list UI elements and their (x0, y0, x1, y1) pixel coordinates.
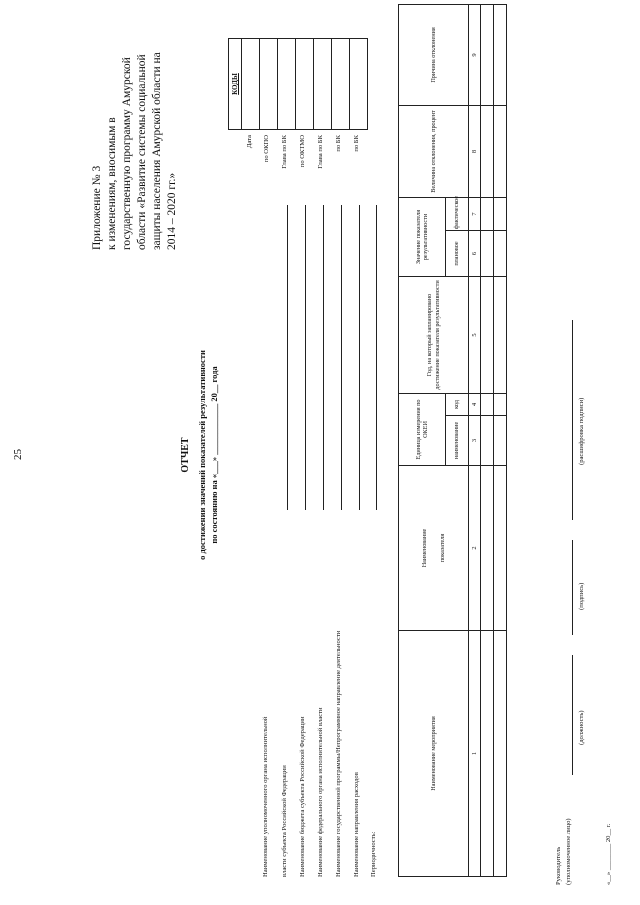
field-label: власти субъекта Российской Федерации (281, 765, 288, 877)
code-label: Глава по БК (281, 135, 288, 169)
table-cell[interactable] (494, 631, 507, 877)
th-target-year: Год, на который запланировано достижение показателя результативности (399, 276, 469, 393)
field-underline (323, 205, 324, 510)
th-actual: фактическое (446, 197, 469, 230)
table-cell[interactable] (494, 393, 507, 415)
field-label: Наименование федерального органа исполнительной власти (317, 707, 324, 877)
table-cell[interactable] (481, 631, 494, 877)
table-cell[interactable] (481, 276, 494, 393)
main-table (398, 4, 507, 877)
field-label: Наименование уполномоченного органа исполнительной (262, 716, 269, 877)
col-number: 5 (469, 276, 481, 393)
code-label: Дата (246, 135, 253, 149)
signature-date: «__» ________ 20__ г. (605, 823, 612, 885)
th-unit-code: код (446, 393, 469, 415)
table-cell[interactable] (481, 230, 494, 276)
position-line (572, 655, 573, 775)
th-event-name: Наименование мероприятия (399, 631, 469, 877)
field-underline (376, 205, 377, 510)
col-number: 2 (469, 466, 481, 631)
code-cell[interactable] (332, 39, 350, 130)
field-underline (287, 205, 288, 510)
table-row (494, 4, 507, 876)
col-number: 3 (469, 416, 481, 466)
th-planned: плановое (446, 230, 469, 276)
th-indicator-name (399, 466, 469, 631)
report-subtitle: о достижении значений показателей результативности (197, 350, 207, 560)
code-label: по БК (335, 135, 342, 152)
table-cell[interactable] (494, 276, 507, 393)
code-cell[interactable] (260, 39, 278, 130)
codes-table (228, 38, 368, 130)
appendix-number: Приложение № 3 (91, 165, 103, 250)
appendix-text: к изменениям, вносимым в государственную программу Амурской области «Развитие системы социальной защиты населения Амурской области на 2014 – 2020 гг.» (106, 52, 178, 250)
col-number: 4 (469, 393, 481, 415)
table-cell[interactable] (494, 416, 507, 466)
table-cell[interactable] (494, 230, 507, 276)
table-cell[interactable] (481, 197, 494, 230)
field-underline (359, 205, 360, 510)
th-indicator-value: Значение показателя результативности (399, 197, 446, 276)
table-cell[interactable] (494, 466, 507, 631)
codes-header: КОДЫ (229, 39, 242, 130)
code-label: Глава по БК (317, 135, 324, 169)
report-date-line: по состоянию на «___» ____________ 20__ года (209, 366, 219, 544)
sign-line (572, 540, 573, 635)
field-underline (305, 205, 306, 510)
col-number: 1 (469, 631, 481, 877)
table-cell[interactable] (481, 105, 494, 197)
code-cell[interactable] (296, 39, 314, 130)
report-title: ОТЧЕТ (180, 437, 191, 473)
col-number: 9 (469, 4, 481, 105)
decode-caption: (расшифровка подписи) (578, 397, 585, 465)
code-label: по БК (353, 135, 360, 152)
table-cell[interactable] (494, 197, 507, 230)
table-cell[interactable] (481, 466, 494, 631)
appendix-block (90, 40, 180, 250)
table-cell[interactable] (481, 4, 494, 105)
decode-line (572, 320, 573, 520)
position-caption: (должность) (578, 710, 585, 745)
th-deviation-value: Величина отклонения, процент (399, 105, 469, 197)
table-cell[interactable] (481, 393, 494, 415)
code-label: по ОКПО (263, 135, 270, 163)
field-label: Наименование государственной программы/Непрограммное направление деятельности (335, 630, 342, 877)
col-number: 8 (469, 105, 481, 197)
field-underline (341, 205, 342, 510)
table-cell[interactable] (494, 105, 507, 197)
code-cell[interactable] (242, 39, 260, 130)
code-label: по ОКТМО (299, 135, 306, 168)
th-unit-name: наименование (446, 416, 469, 466)
table-cell[interactable] (494, 4, 507, 105)
signature-auth: (уполномоченное лицо) (565, 818, 572, 885)
sign-caption: (подпись) (578, 582, 585, 610)
th-indicator-name-line2: показателя (438, 533, 446, 563)
table-cell[interactable] (481, 416, 494, 466)
col-number: 6 (469, 230, 481, 276)
col-number: 7 (469, 197, 481, 230)
page-number: 25 (12, 449, 24, 460)
signature-head: Руководитель (555, 846, 562, 885)
field-label: Периодичность: (370, 831, 377, 877)
table-row (481, 4, 494, 876)
field-label: Наименование направления расходов (353, 772, 360, 877)
th-unit: Единица измерения по ОКЕИ (399, 393, 446, 465)
th-indicator-name-line1: Наименование (421, 528, 428, 568)
code-cell[interactable] (314, 39, 332, 130)
code-cell[interactable] (350, 39, 368, 130)
code-cell[interactable] (278, 39, 296, 130)
field-label: Наименование бюджета субъекта Российской Федерации (299, 716, 306, 877)
th-deviation-reason: Причина отклонения (399, 4, 469, 105)
